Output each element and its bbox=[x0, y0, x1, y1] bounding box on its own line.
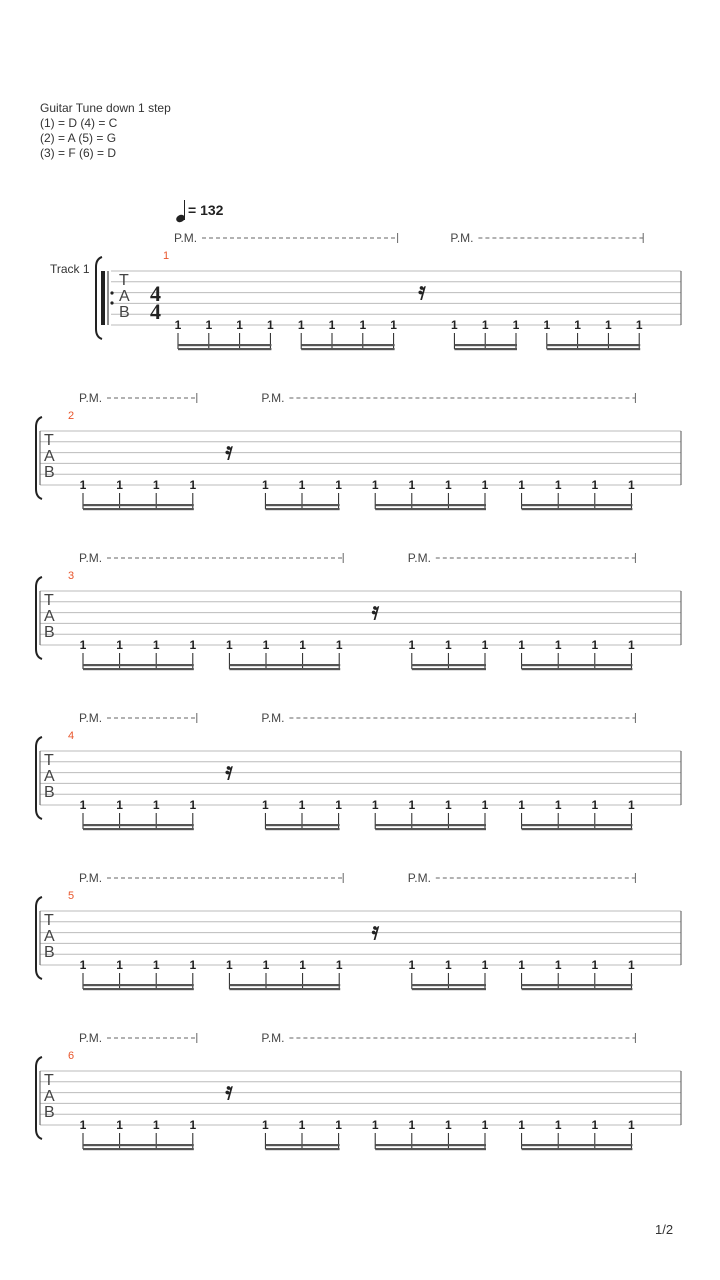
tab-clef-letter: A bbox=[44, 608, 55, 625]
fret-number: 1 bbox=[328, 318, 336, 332]
fret-number: 1 bbox=[554, 638, 562, 652]
tab-clef-letter: A bbox=[44, 768, 55, 785]
fret-number: 1 bbox=[481, 318, 489, 332]
tab-clef-letter: T bbox=[44, 432, 54, 449]
tab-clef-letter: B bbox=[44, 464, 55, 481]
beam-primary bbox=[229, 984, 340, 986]
tab-clef-letter: T bbox=[119, 272, 129, 289]
fret-number: 1 bbox=[236, 318, 243, 332]
beam-primary bbox=[522, 824, 633, 826]
measure-number: 5 bbox=[68, 890, 75, 902]
fret-number: 1 bbox=[445, 1118, 452, 1132]
fret-number: 1 bbox=[591, 798, 599, 812]
fret-number: 1 bbox=[299, 958, 306, 972]
fret-number: 1 bbox=[298, 798, 306, 812]
palm-mute-label: P.M. bbox=[79, 1031, 103, 1045]
fret-number: 1 bbox=[152, 478, 160, 492]
fret-number: 1 bbox=[445, 798, 452, 812]
beam-secondary bbox=[547, 348, 640, 350]
fret-number: 1 bbox=[262, 958, 270, 972]
time-signature-top: 4 bbox=[150, 281, 161, 306]
fret-number: 1 bbox=[262, 478, 269, 492]
fret-number: 1 bbox=[79, 478, 87, 492]
fret-number: 1 bbox=[116, 798, 123, 812]
measure-number: 2 bbox=[68, 410, 75, 422]
beam-secondary bbox=[412, 668, 486, 670]
fret-number: 1 bbox=[226, 638, 233, 652]
fret-number: 1 bbox=[591, 478, 599, 492]
fret-number: 1 bbox=[574, 318, 581, 332]
fret-number: 1 bbox=[335, 798, 342, 812]
tab-clef-letter: T bbox=[44, 592, 54, 609]
fret-number: 1 bbox=[445, 958, 452, 972]
sixteenth-rest-icon: 𝄿 bbox=[418, 276, 426, 305]
fret-number: 1 bbox=[481, 1118, 489, 1132]
fret-number: 1 bbox=[299, 638, 306, 652]
beam-primary bbox=[375, 1144, 486, 1146]
fret-number: 1 bbox=[408, 958, 416, 972]
beam-secondary bbox=[265, 508, 339, 510]
fret-number: 1 bbox=[628, 958, 635, 972]
palm-mute-label: P.M. bbox=[261, 711, 285, 725]
tab-clef-letter: B bbox=[44, 784, 55, 801]
fret-number: 1 bbox=[116, 958, 123, 972]
beam-secondary bbox=[522, 988, 633, 990]
beam-secondary bbox=[83, 508, 194, 510]
beam-primary bbox=[265, 1144, 339, 1146]
beam-secondary bbox=[375, 508, 486, 510]
fret-number: 1 bbox=[298, 478, 306, 492]
repeat-dot bbox=[110, 291, 113, 294]
palm-mute-label: P.M. bbox=[450, 231, 474, 245]
beam-primary bbox=[83, 1144, 194, 1146]
palm-mute-label: P.M. bbox=[261, 1031, 285, 1045]
beam-primary bbox=[83, 984, 194, 986]
system-bracket bbox=[36, 737, 42, 819]
beam-primary bbox=[301, 344, 394, 346]
fret-number: 1 bbox=[518, 638, 525, 652]
fret-number: 1 bbox=[152, 1118, 160, 1132]
tab-clef-letter: B bbox=[44, 624, 55, 641]
fret-number: 1 bbox=[605, 318, 612, 332]
beam-primary bbox=[229, 664, 340, 666]
fret-number: 1 bbox=[591, 638, 599, 652]
beam-primary bbox=[83, 824, 194, 826]
fret-number: 1 bbox=[554, 958, 562, 972]
palm-mute-label: P.M. bbox=[79, 871, 103, 885]
beam-secondary bbox=[522, 828, 633, 830]
beam-secondary bbox=[412, 988, 486, 990]
beam-primary bbox=[522, 664, 633, 666]
time-signature-bottom: 4 bbox=[150, 299, 161, 324]
fret-number: 1 bbox=[445, 478, 452, 492]
fret-number: 1 bbox=[408, 638, 416, 652]
fret-number: 1 bbox=[335, 638, 343, 652]
fret-number: 1 bbox=[554, 798, 562, 812]
beam-secondary bbox=[301, 348, 394, 350]
fret-number: 1 bbox=[481, 798, 489, 812]
beam-secondary bbox=[178, 348, 271, 350]
fret-number: 1 bbox=[116, 1118, 123, 1132]
fret-number: 1 bbox=[591, 958, 599, 972]
fret-number: 1 bbox=[518, 798, 525, 812]
fret-number: 1 bbox=[174, 318, 182, 332]
fret-number: 1 bbox=[371, 798, 379, 812]
repeat-dot bbox=[110, 301, 113, 304]
tab-clef-letter: B bbox=[44, 944, 55, 961]
fret-number: 1 bbox=[152, 638, 160, 652]
beam-secondary bbox=[265, 828, 339, 830]
beam-primary bbox=[522, 1144, 633, 1146]
fret-number: 1 bbox=[543, 318, 551, 332]
fret-number: 1 bbox=[451, 318, 458, 332]
fret-number: 1 bbox=[518, 958, 525, 972]
beam-primary bbox=[547, 344, 640, 346]
track-name: Track 1 bbox=[50, 262, 90, 276]
system-bracket bbox=[36, 577, 42, 659]
measure-number: 3 bbox=[68, 570, 75, 582]
beam-secondary bbox=[83, 1148, 194, 1150]
fret-number: 1 bbox=[628, 638, 635, 652]
tab-clef-letter: B bbox=[119, 304, 130, 321]
fret-number: 1 bbox=[152, 958, 160, 972]
beam-primary bbox=[522, 504, 633, 506]
beam-primary bbox=[83, 504, 194, 506]
fret-number: 1 bbox=[189, 478, 197, 492]
palm-mute-label: P.M. bbox=[407, 551, 431, 565]
fret-number: 1 bbox=[116, 478, 123, 492]
fret-number: 1 bbox=[359, 318, 367, 332]
fret-number: 1 bbox=[371, 478, 379, 492]
fret-number: 1 bbox=[554, 478, 562, 492]
fret-number: 1 bbox=[408, 1118, 416, 1132]
sixteenth-rest-icon: 𝄿 bbox=[225, 756, 233, 785]
system-bracket bbox=[36, 1057, 42, 1139]
beam-secondary bbox=[83, 988, 194, 990]
beam-secondary bbox=[522, 1148, 633, 1150]
palm-mute-label: P.M. bbox=[174, 231, 198, 245]
system-bracket bbox=[36, 897, 42, 979]
beam-primary bbox=[83, 664, 194, 666]
fret-number: 1 bbox=[297, 318, 305, 332]
fret-number: 1 bbox=[628, 1118, 635, 1132]
sixteenth-rest-icon: 𝄿 bbox=[225, 436, 233, 465]
measure-number: 6 bbox=[68, 1050, 75, 1062]
fret-number: 1 bbox=[390, 318, 397, 332]
tab-clef-letter: B bbox=[44, 1104, 55, 1121]
tab-clef-letter: A bbox=[44, 448, 55, 465]
fret-number: 1 bbox=[267, 318, 274, 332]
fret-number: 1 bbox=[152, 798, 160, 812]
fret-number: 1 bbox=[189, 798, 197, 812]
tempo-label: = 132 bbox=[188, 202, 224, 218]
fret-number: 1 bbox=[189, 638, 197, 652]
fret-number: 1 bbox=[335, 478, 342, 492]
fret-number: 1 bbox=[371, 1118, 379, 1132]
fret-number: 1 bbox=[79, 798, 87, 812]
tab-clef-letter: A bbox=[44, 928, 55, 945]
beam-secondary bbox=[454, 348, 517, 350]
tuning-title: Guitar Tune down 1 step bbox=[40, 101, 171, 115]
beam-primary bbox=[265, 824, 339, 826]
fret-number: 1 bbox=[298, 1118, 306, 1132]
fret-number: 1 bbox=[335, 1118, 342, 1132]
tab-clef-letter: T bbox=[44, 1072, 54, 1089]
sixteenth-rest-icon: 𝄿 bbox=[371, 916, 380, 945]
beam-primary bbox=[412, 984, 486, 986]
tuning-line: (2) = A (5) = G bbox=[40, 131, 117, 145]
beam-secondary bbox=[522, 508, 633, 510]
beam-primary bbox=[265, 504, 339, 506]
fret-number: 1 bbox=[408, 798, 416, 812]
palm-mute-label: P.M. bbox=[79, 391, 103, 405]
beam-secondary bbox=[229, 988, 340, 990]
fret-number: 1 bbox=[335, 958, 343, 972]
palm-mute-label: P.M. bbox=[261, 391, 285, 405]
fret-number: 1 bbox=[79, 1118, 87, 1132]
palm-mute-label: P.M. bbox=[407, 871, 431, 885]
palm-mute-label: P.M. bbox=[79, 711, 103, 725]
beam-secondary bbox=[229, 668, 340, 670]
beam-secondary bbox=[375, 828, 486, 830]
palm-mute-label: P.M. bbox=[79, 551, 103, 565]
measure-number: 1 bbox=[163, 250, 170, 262]
fret-number: 1 bbox=[635, 318, 643, 332]
tab-clef-letter: A bbox=[119, 288, 130, 305]
fret-number: 1 bbox=[445, 638, 452, 652]
sixteenth-rest-icon: 𝄿 bbox=[371, 596, 380, 625]
tuning-line: (1) = D (4) = C bbox=[40, 116, 118, 130]
fret-number: 1 bbox=[262, 638, 270, 652]
page-number: 1/2 bbox=[655, 1222, 674, 1237]
fret-number: 1 bbox=[481, 478, 489, 492]
fret-number: 1 bbox=[262, 798, 269, 812]
beam-secondary bbox=[83, 668, 194, 670]
fret-number: 1 bbox=[512, 318, 520, 332]
fret-number: 1 bbox=[481, 958, 489, 972]
fret-number: 1 bbox=[628, 798, 635, 812]
sixteenth-rest-icon: 𝄿 bbox=[225, 1076, 233, 1105]
beam-primary bbox=[412, 664, 486, 666]
beam-secondary bbox=[265, 1148, 339, 1150]
measure-number: 4 bbox=[68, 730, 75, 742]
fret-number: 1 bbox=[205, 318, 213, 332]
beam-primary bbox=[454, 344, 517, 346]
fret-number: 1 bbox=[518, 478, 525, 492]
beam-secondary bbox=[522, 668, 633, 670]
fret-number: 1 bbox=[79, 638, 87, 652]
fret-number: 1 bbox=[628, 478, 635, 492]
tab-clef-letter: A bbox=[44, 1088, 55, 1105]
tuning-line: (3) = F (6) = D bbox=[40, 146, 117, 160]
fret-number: 1 bbox=[408, 478, 416, 492]
fret-number: 1 bbox=[189, 1118, 197, 1132]
tab-clef-letter: T bbox=[44, 912, 54, 929]
fret-number: 1 bbox=[79, 958, 87, 972]
fret-number: 1 bbox=[481, 638, 489, 652]
fret-number: 1 bbox=[116, 638, 123, 652]
beam-primary bbox=[522, 984, 633, 986]
repeat-thick-bar bbox=[101, 271, 105, 325]
fret-number: 1 bbox=[518, 1118, 525, 1132]
beam-primary bbox=[375, 504, 486, 506]
system-bracket bbox=[36, 417, 42, 499]
beam-primary bbox=[375, 824, 486, 826]
fret-number: 1 bbox=[554, 1118, 562, 1132]
fret-number: 1 bbox=[226, 958, 233, 972]
fret-number: 1 bbox=[189, 958, 197, 972]
beam-secondary bbox=[83, 828, 194, 830]
beam-primary bbox=[178, 344, 271, 346]
fret-number: 1 bbox=[591, 1118, 599, 1132]
beam-secondary bbox=[375, 1148, 486, 1150]
fret-number: 1 bbox=[262, 1118, 269, 1132]
tab-clef-letter: T bbox=[44, 752, 54, 769]
